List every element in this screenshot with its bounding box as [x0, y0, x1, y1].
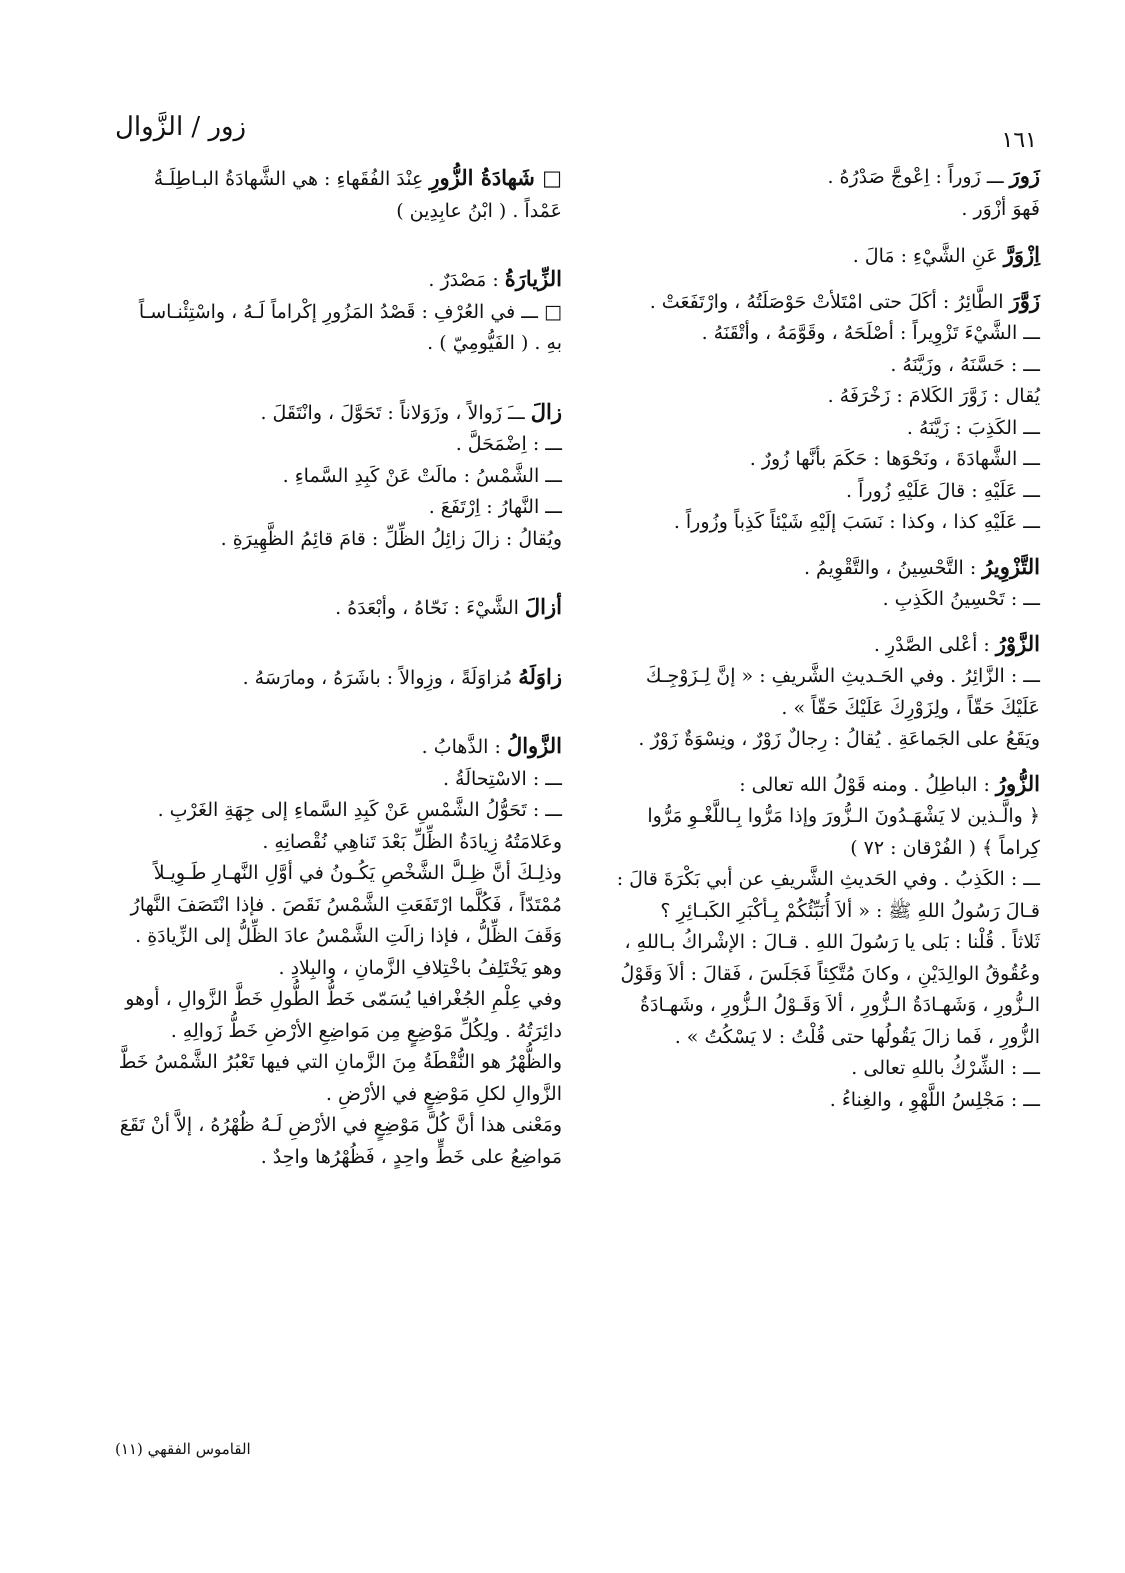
entry-text: الزُّورِ ، فَما زالَ يَقُولُها حتى قُلْتُ : لا يَسْكُتُ » . [674, 1025, 1040, 1048]
entry-text: ـــ الشَّهادَةَ ، ونَحْوَها : حَكَمَ بأنَّها زُورٌ . [749, 448, 1040, 470]
dictionary-entry [578, 160, 1040, 225]
entry-line [578, 350, 1040, 382]
entry-line [578, 444, 1040, 476]
entry-text: يُقال : زَوَّرَ الكَلامَ : زَخْرَفَهُ . [827, 385, 1040, 407]
entry-text: ـــ النَّهارُ : اِرْتَفَعَ . [428, 496, 562, 518]
entry-line [100, 429, 562, 461]
entry-text: وعَلامَتُهُ زِيادَةُ الظِّلِّ بَعْدَ تَناهِي نُقْصانِهِ . [262, 830, 562, 853]
entry-text: دائِرَتُهُ . ولِكُلِّ مَوْضِعٍ مِن مَواضِعِ الأرْضِ خَطُّ زَوالِهِ . [170, 1019, 562, 1042]
entry-line [578, 507, 1040, 539]
entry-line [100, 1110, 562, 1142]
entry-line [578, 833, 1040, 865]
entry-first-line [578, 628, 1040, 662]
entry-headword: الزَّوالُ [506, 733, 562, 758]
entry-line [100, 921, 562, 953]
dictionary-entry [578, 768, 1040, 1117]
entry-first-line [100, 591, 562, 625]
entry-text: ـــ : تَحَوُّلُ الشَّمْسِ عَنْ كَبِدِ السَّماءِ إلى جِهَةِ الغَرْبِ . [157, 799, 562, 821]
entry-first-line [578, 239, 1040, 273]
entry-first-line [100, 263, 562, 297]
dictionary-entry [578, 628, 1040, 756]
entry-headword: الزَّوْرُ [995, 630, 1040, 656]
entry-headword: الزُّورُ [995, 770, 1040, 796]
entry-line [578, 1022, 1040, 1054]
entry-line [578, 661, 1040, 693]
entry-text: : التَّحْسِينُ ، والتَّقْوِيمُ . [803, 556, 977, 579]
entry-line [578, 1053, 1040, 1085]
dictionary-entry [578, 285, 1040, 539]
entry-text: ـــ الشَّيْءَ تَزْوِيراً : أصْلَحَهُ ، وقَوَّمَهُ ، وأتْقَنَهُ . [701, 322, 1040, 344]
entry-text: ـــ : اِضْمَحَلَّ . [455, 433, 562, 455]
entry-line [100, 764, 562, 796]
entry-line [578, 927, 1040, 959]
entry-text: عَمْداً . ( ابْنُ عابِدِين ) [396, 199, 562, 222]
footer-book-title: القاموس الفقهي (١١) [115, 1440, 251, 1458]
entry-line [578, 1085, 1040, 1117]
entry-line [578, 318, 1040, 350]
entry-line [578, 381, 1040, 413]
entry-text: ـــ : الشِّرْكُ باللهِ تعالى . [851, 1057, 1040, 1079]
entry-headword: زَوَّرَ [1009, 287, 1040, 313]
entry-first-line [100, 162, 562, 196]
entry-line [100, 890, 562, 922]
entry-headword: اِزْوَرَّ [1003, 242, 1040, 267]
dictionary-entry [100, 263, 562, 360]
entry-text: ـــ : الكَذِبُ . وفي الحَديثِ الشَّريفِ عن أبي بَكْرَةَ قالَ : [616, 868, 1040, 890]
entry-line [100, 328, 562, 360]
entry-line [100, 1047, 562, 1079]
entry-text: والظُّهْرُ هو النُّقْطَةُ مِنَ الزَّمانِ التي فيها تَعْبُرُ الشَّمْسُ خَطَّ [118, 1051, 562, 1073]
dictionary-entry [100, 661, 562, 695]
entry-line [100, 984, 562, 1016]
entry-text: ـــَ زَوالاً ، وزَوَلاناً : تَحَوَّلَ ، وانْتَقَلَ . [260, 401, 525, 424]
entry-text: ـــ زَوراً : اِعْوجَّ صَدْرُهُ . [827, 166, 1004, 188]
entry-text: ـــ : حَسَّنَهُ ، وزَيَّنَهُ . [890, 353, 1040, 376]
entry-text: فَهوَ أزْوَر . [961, 197, 1040, 220]
entry-line [578, 990, 1040, 1022]
running-header: زور / الزَّوال [115, 112, 247, 142]
left-column [100, 162, 562, 1186]
entry-headword: زَورَ [1009, 163, 1040, 188]
entry-line [578, 693, 1040, 725]
entry-text: ويَقَعُ على الجَماعَةِ . يُقالُ : رِجالٌ زَوْرٌ ، ونِسْوَةٌ زَوْرٌ . [638, 728, 1040, 750]
entry-text: ﴿ والَّـذين لا يَشْهَـدُونَ الـزُّورَ وإذا مَرُّوا بِـاللَّغْـوِ مَرُّوا [647, 805, 1040, 827]
entry-line [100, 461, 562, 493]
entry-line [100, 795, 562, 827]
entry-text: عِنْدَ الفُقَهاءِ : هي الشَّهادَةُ البـاطِلَـةُ [153, 168, 424, 190]
entry-text: مُزاوَلَةً ، وزِوالاً : باشَرَهُ ، ومارَسَهُ . [242, 666, 513, 689]
entry-line [100, 953, 562, 985]
dictionary-entry [100, 591, 562, 625]
entry-text: : الباطِلُ . ومنه قَوْلُ الله تعالى : [739, 773, 990, 796]
entry-first-line [578, 285, 1040, 319]
entry-first-line [578, 551, 1040, 585]
entry-text: ـــ : مَجْلِسُ اللَّهْوِ ، والغِناءُ . [829, 1088, 1040, 1111]
entry-headword: زالَ [530, 398, 562, 424]
entry-line [578, 959, 1040, 991]
entry-text: الزَّوالِ لكلِ مَوْضِعٍ في الأرْضِ . [325, 1082, 562, 1105]
entry-first-line [578, 768, 1040, 802]
entry-text: الطَّائِرُ : أكَلَ حتى امْتَلأتْ حَوْصَلَتُهُ ، وارْتَفَعَتْ . [649, 290, 1004, 313]
entry-line [578, 413, 1040, 445]
entry-headword: التَّزْوِيرُ [982, 553, 1040, 579]
entry-headword: الزِّيارَةُ [504, 266, 562, 291]
entry-text: □ ـــ في العُرْفِ : قَصْدُ المَزُورِ إكْراماً لَـهُ ، واسْتِئْنـاسـاً [138, 300, 562, 323]
entry-text: مُمْتَدّاً ، فَكُلَّما ارْتَفَعَتِ الشَّمْسُ نَقَصَ . فإذا انْتَصَفَ النَّهارُ [130, 893, 562, 916]
entry-text: وهو يَخْتَلِفُ باخْتِلافِ الزَّمانِ ، والبِلادِ . [278, 956, 562, 979]
entry-text: قـالَ رَسُولُ اللهِ ﷺ : « ألاَ أُنَبِّئُكُمْ بِـأكْبَرِ الكَبـائِرِ ؟ [660, 899, 1040, 922]
entry-text: وَقَفَ الظِّلُّ ، فإذا زالَتِ الشَّمْسُ عادَ الظِّلُّ إلى الزِّيادَةِ . [135, 925, 562, 947]
entry-line [100, 1016, 562, 1048]
entry-text: ـــ الكَذِبَ : زَيَّنَهُ . [906, 416, 1040, 439]
dictionary-entry [578, 551, 1040, 616]
entry-line [578, 724, 1040, 756]
entry-text: عَنِ الشَّيْءِ : مَالَ . [852, 245, 998, 267]
entry-text: عَلَيْكَ حَقّاً ، ولِزَوْرِكَ عَلَيْكَ حَقّاً » . [781, 696, 1040, 719]
entry-text: وذلِـكَ أنَّ ظِـلَّ الشَّخْصِ يَكُـونُ في أوَّلِ النَّهـارِ طَـوِيـلاً [153, 862, 562, 884]
dictionary-entry [100, 396, 562, 556]
entry-text: بهِ . ( الفَيُّومِيّ ) . [427, 332, 562, 354]
entry-line [100, 827, 562, 859]
entry-first-line [100, 661, 562, 695]
entry-text: ـــ : تَحْسِينُ الكَذِبِ . [882, 588, 1040, 610]
entry-first-line [100, 730, 562, 764]
entry-headword: □ شَهادَةُ الزُّورِ [429, 165, 562, 190]
entry-line [100, 858, 562, 890]
entry-text: ـــ : الاسْتِحالَةُ . [442, 767, 562, 790]
page-number: ١٦١ [1001, 128, 1037, 153]
entry-line [100, 297, 562, 329]
entry-line [578, 864, 1040, 896]
entry-headword: زاوَلَهُ [518, 663, 562, 689]
entry-line [578, 194, 1040, 226]
entry-line [578, 476, 1040, 508]
entry-text: ومَعْنى هذا أنَّ كُلَّ مَوْضِعٍ في الأرْضِ لَـهُ ظُهْرُهُ ، إلاَّ أنْ تَقَعَ [119, 1114, 562, 1136]
entry-text: وفي عِلْمِ الجُغْرافيا يُسَمّى خَطُّ الطُّولِ خَطَّ الزَّوالِ ، أوهو [125, 988, 562, 1010]
right-column [578, 160, 1040, 1129]
entry-headword: أزالَ [524, 594, 562, 619]
entry-text: ويُقالُ : زالَ زائِلُ الظِّلِّ : قامَ قائِمُ الظَّهِيرَةِ . [220, 527, 562, 550]
dictionary-entry [100, 730, 562, 1173]
entry-line [100, 492, 562, 524]
dictionary-entry [578, 239, 1040, 273]
entry-text: ـــ عَلَيْهِ : قالَ عَلَيْهِ زُوراً . [846, 479, 1040, 502]
entry-line [100, 196, 562, 228]
entry-text: الشَّيْءَ : نَحّاهُ ، وأبْعَدَهُ . [335, 597, 519, 619]
entry-line [578, 896, 1040, 928]
entry-text: كِراماً ﴾ ( الفُرْقان : ٧٢ ) [850, 836, 1040, 859]
entry-first-line [100, 396, 562, 430]
entry-text: : الذَّهابُ . [421, 736, 501, 758]
entry-text: ثَلاثاً . قُلْنا : بَلى يا رَسُولَ اللهِ . قـالَ : الإشْراكُ بـاللهِ ، [624, 931, 1040, 953]
entry-text: : أعْلى الصَّدْرِ . [873, 633, 990, 656]
entry-line [578, 801, 1040, 833]
entry-text: ـــ الشَّمْسُ : مالَتْ عَنْ كَبِدِ السَّماءِ . [282, 464, 562, 487]
entry-text: : مَصْدَرٌ . [428, 269, 499, 291]
entry-first-line [578, 160, 1040, 194]
entry-text: ـــ : الزَّائِرُ . وفي الحَـديثِ الشَّريفِ : « إنَّ لِـزَوْجِـكَ [645, 665, 1040, 687]
entry-line [100, 1079, 562, 1111]
entry-text: وعُقُوقُ الوالِدَيْنِ ، وكانَ مُتَّكِئاً فَجَلَسَ ، فَقالَ : ألاَ وَقَوْلُ [620, 962, 1040, 985]
entry-line [578, 584, 1040, 616]
entry-text: الـزُّورِ ، وَشَهـادَةُ الـزُّورِ ، ألاَ وَقَـوْلُ الـزُّورِ ، وشَهـادَةُ [640, 994, 1040, 1016]
entry-text: مَواضِعُ على خَطٍّ واحِدٍ ، فَظُهْرُها واحِدٌ . [260, 1145, 562, 1168]
dictionary-entry [100, 162, 562, 227]
entry-line [100, 1142, 562, 1174]
entry-line [100, 524, 562, 556]
entry-text: ـــ عَلَيْهِ كذا ، وكذا : نَسَبَ إلَيْهِ شَيْئاً كَذِباً وزُوراً . [673, 511, 1040, 533]
